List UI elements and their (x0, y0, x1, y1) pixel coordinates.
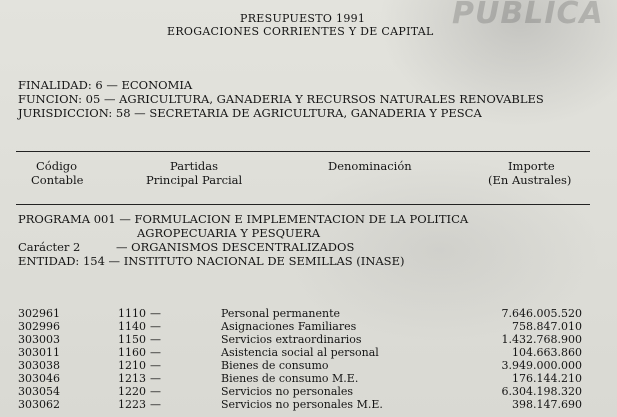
row-partida: 1220 (118, 385, 146, 398)
entidad-line: ENTIDAD: 154 — INSTITUTO NACIONAL DE SEMILLAS (INASE) (18, 254, 405, 268)
row-codigo: 303038 (18, 359, 60, 372)
row-denominacion: Servicios no personales M.E. (221, 398, 383, 411)
row-denominacion: Bienes de consumo (221, 359, 329, 372)
row-partida: 1110 (118, 307, 146, 320)
row-partida: 1223 (118, 398, 146, 411)
row-dash: — (150, 372, 161, 385)
row-dash: — (150, 346, 161, 359)
row-codigo: 302961 (18, 307, 60, 320)
table-row (0, 372, 617, 385)
row-codigo: 303003 (18, 333, 60, 346)
col-denominacion-header: Denominación (328, 159, 412, 173)
row-dash: — (150, 385, 161, 398)
row-importe: 398.147.690 (512, 398, 582, 411)
col-codigo-header-2: Contable (31, 173, 84, 187)
row-denominacion: Bienes de consumo M.E. (221, 372, 359, 385)
table-header-rule (16, 204, 590, 205)
table-row (0, 320, 617, 333)
row-codigo: 303011 (18, 346, 60, 359)
col-importe-header-2: (En Australes) (488, 173, 572, 187)
row-codigo: 303062 (18, 398, 60, 411)
table-row (0, 346, 617, 359)
col-partidas-header-1: Partidas (170, 159, 218, 173)
row-codigo: 303046 (18, 372, 60, 385)
row-importe: 758.847.010 (512, 320, 582, 333)
row-partida: 1213 (118, 372, 146, 385)
row-partida: 1210 (118, 359, 146, 372)
caracter-label: Carácter 2 (18, 240, 81, 254)
row-importe: 3.949.000.000 (501, 359, 582, 372)
table-row (0, 398, 617, 411)
document-subtitle: EROGACIONES CORRIENTES Y DE CAPITAL (167, 25, 434, 38)
programa-line-2: AGROPECUARIA Y PESQUERA (137, 226, 321, 240)
row-denominacion: Asistencia social al personal (221, 346, 379, 359)
row-partida: 1160 (118, 346, 146, 359)
row-dash: — (150, 320, 161, 333)
col-importe-header-1: Importe (508, 159, 555, 173)
row-denominacion: Servicios no personales (221, 385, 354, 398)
document-title: PRESUPUESTO 1991 (240, 12, 366, 25)
row-importe: 176.144.210 (512, 372, 582, 385)
row-codigo: 302996 (18, 320, 60, 333)
row-importe: 1.432.768.900 (501, 333, 582, 346)
finalidad-line: FINALIDAD: 6 — ECONOMIA (18, 78, 193, 92)
jurisdiccion-line: JURISDICCION: 58 — SECRETARIA DE AGRICULTURA, GANADERIA Y PESCA (18, 106, 482, 120)
table-row (0, 307, 617, 320)
row-denominacion: Personal permanente (221, 307, 341, 320)
table-row (0, 359, 617, 372)
row-dash: — (150, 307, 161, 320)
row-denominacion: Asignaciones Familiares (221, 320, 357, 333)
funcion-line: FUNCION: 05 — AGRICULTURA, GANADERIA Y RECURSOS NATURALES RENOVABLES (18, 92, 544, 106)
row-denominacion: Servicios extraordinarios (221, 333, 362, 346)
row-dash: — (150, 333, 161, 346)
row-partida: 1140 (118, 320, 146, 333)
row-importe: 7.646.005.520 (501, 307, 582, 320)
col-partidas-header-2: Principal Parcial (146, 173, 243, 187)
caracter-value: — ORGANISMOS DESCENTRALIZADOS (116, 240, 355, 254)
row-dash: — (150, 359, 161, 372)
table-row (0, 333, 617, 346)
col-codigo-header-1: Código (36, 159, 78, 173)
table-row (0, 385, 617, 398)
programa-line-1: PROGRAMA 001 — FORMULACION E IMPLEMENTACION DE LA POLITICA (18, 212, 469, 226)
table-top-rule (16, 151, 590, 152)
row-partida: 1150 (118, 333, 146, 346)
row-importe: 6.304.198.320 (501, 385, 582, 398)
row-codigo: 303054 (18, 385, 60, 398)
row-dash: — (150, 398, 161, 411)
show-through-text: PUBLICA (452, 0, 604, 31)
row-importe: 104.663.860 (512, 346, 582, 359)
